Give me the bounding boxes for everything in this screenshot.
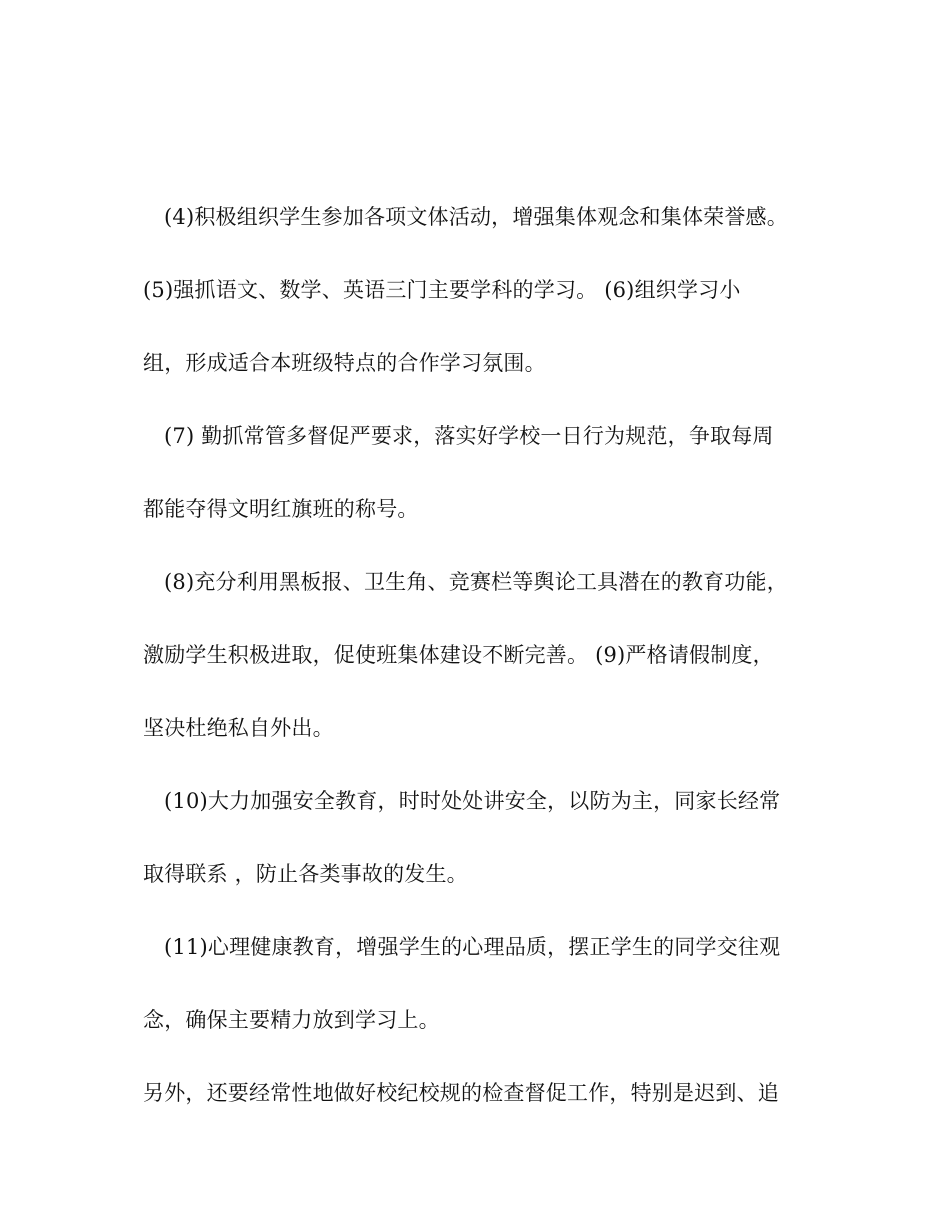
paragraph-line: 组，形成适合本班级特点的合作学习氛围。 bbox=[143, 351, 546, 375]
paragraph-line: 都能夺得文明红旗班的称号。 bbox=[143, 497, 419, 521]
paragraph-line: 取得联系 ，防止各类事故的发生。 bbox=[143, 862, 468, 886]
paragraph-line: (11)心理健康教育，增强学生的心理品质，摆正学生的同学交往观 bbox=[164, 935, 781, 959]
paragraph-line: (7) 勤抓常管多督促严要求，落实好学校一日行为规范，争取每周 bbox=[164, 424, 774, 448]
paragraph-line: 激励学生积极进取，促使班集体建设不断完善。 (9)严格请假制度， bbox=[143, 643, 774, 667]
paragraph-line: 念，确保主要精力放到学习上。 bbox=[143, 1008, 440, 1032]
paragraph-line: 坚决杜绝私自外出。 bbox=[143, 716, 334, 740]
paragraph-line: (10)大力加强安全教育，时时处处讲安全，以防为主，同家长经常 bbox=[164, 789, 781, 813]
paragraph-line: (4)积极组织学生参加各项文体活动，增强集体观念和集体荣誉感。 bbox=[164, 205, 788, 229]
paragraph-line: 另外，还要经常性地做好校纪校规的检查督促工作，特别是迟到、追 bbox=[143, 1081, 779, 1105]
paragraph-line: (5)强抓语文、数学、英语三门主要学科的学习。 (6)组织学习小 bbox=[143, 278, 741, 302]
paragraph-line: (8)充分利用黑板报、卫生角、竞赛栏等舆论工具潜在的教育功能， bbox=[164, 570, 788, 594]
